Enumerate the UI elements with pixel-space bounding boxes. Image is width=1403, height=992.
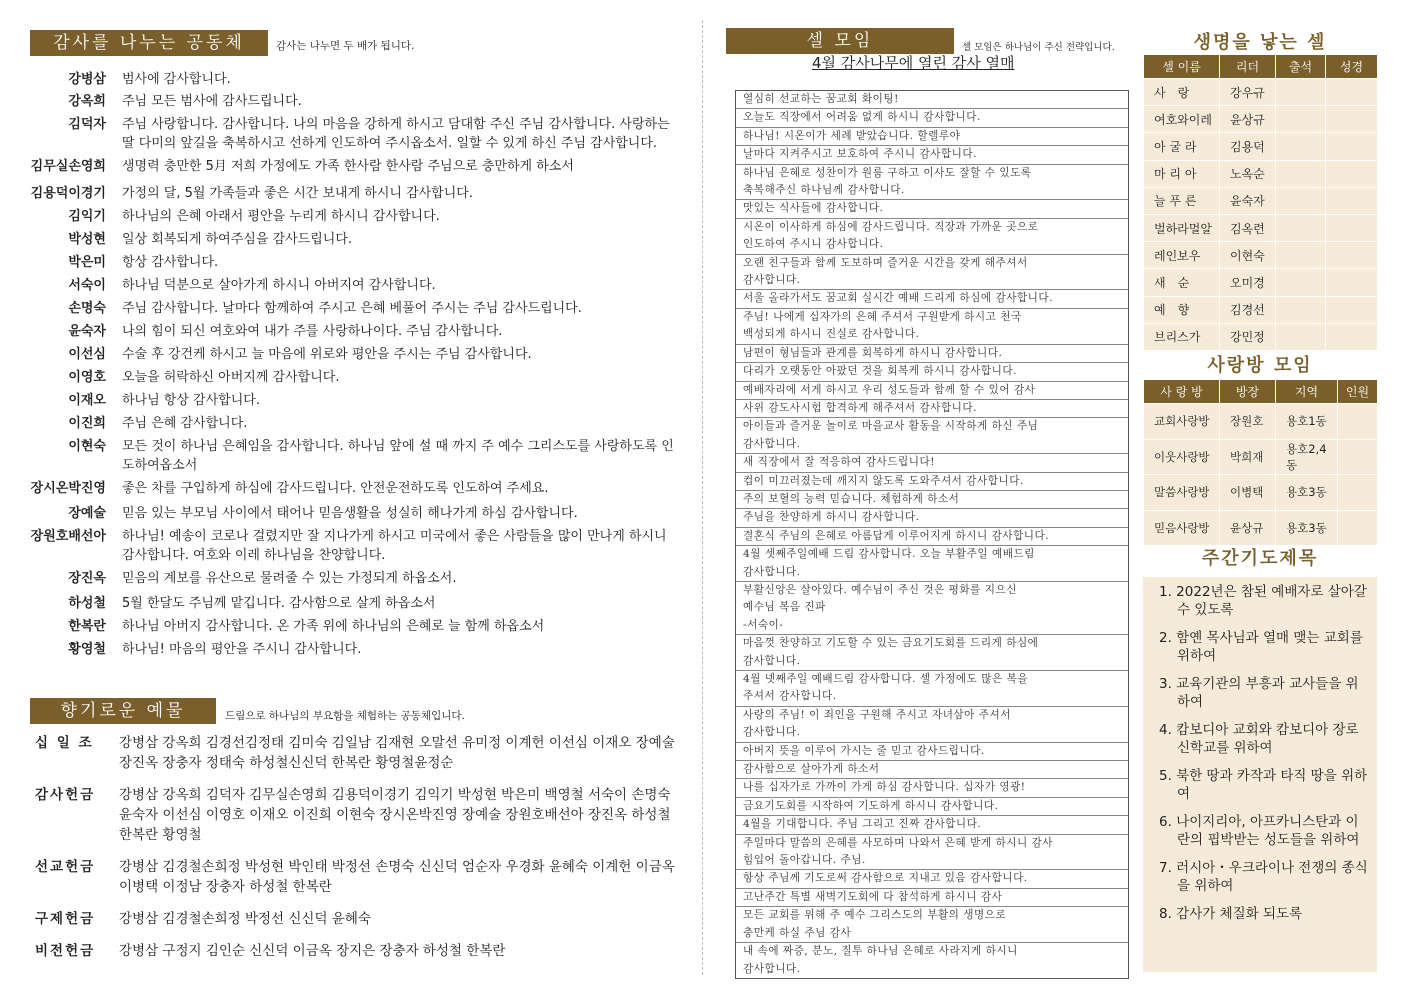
gratitude-row: 마음껏 찬양하고 기도할 수 있는 금요기도회를 드리게 하심에 감사합니다. xyxy=(736,635,1128,671)
thanks-name: 하성철 xyxy=(68,596,106,611)
cell-row xyxy=(1144,133,1378,160)
cell-name: 브리스가 xyxy=(1144,323,1220,350)
offering-row xyxy=(35,909,685,929)
cell-leader: 김경선 xyxy=(1220,296,1276,323)
offering-row xyxy=(35,941,685,961)
room-table-header: 방장 xyxy=(1220,380,1276,404)
cell-bible xyxy=(1326,296,1378,323)
cell-bible xyxy=(1326,160,1378,187)
prayer-item: 7. 러시아・우크라이나 전쟁의 종식을 위하여 xyxy=(1159,860,1368,894)
gratitude-row: 시온이 이사하게 하심에 감사드립니다. 직장과 가까운 곳으로 인도하여 주시니 감사합니다. xyxy=(736,219,1128,255)
gratitude-row: 새 직장에서 잘 적응하여 감사드립니다! xyxy=(736,454,1128,472)
cell-table-header: 출석 xyxy=(1276,55,1326,79)
gratitude-row: 예배자리에 서게 하시고 우리 성도들과 함께 할 수 있어 감사 xyxy=(736,382,1128,400)
cell-bible xyxy=(1326,214,1378,241)
gratitude-row: 주의 보혈의 능력 믿습니다. 체험하게 하소서 xyxy=(736,491,1128,509)
thanks-name: 이현숙 xyxy=(68,439,106,454)
cell-table-header: 셀 이름 xyxy=(1144,55,1220,79)
cell-table-header: 성경 xyxy=(1326,55,1378,79)
offering-names: 강병삼 강옥희 김경선김정태 김미숙 김일남 김재현 오말선 유미정 이계헌 이선심 이재오 장예술 장진옥 장충자 정태숙 하성철신신덕 한복란 황영철윤정순 xyxy=(119,735,675,771)
gratitude-row: 다리가 오랫동안 아팠던 것을 회복케 하시니 감사합니다. xyxy=(736,363,1128,381)
thanks-row xyxy=(30,617,680,636)
gratitude-row: 주님을 찬양하게 하시니 감사합니다. xyxy=(736,509,1128,527)
thanks-name: 강병삼 xyxy=(68,72,106,87)
offering-row xyxy=(35,733,685,773)
cell-row xyxy=(1144,214,1378,241)
thanks-text: 일상 회복되게 하여주심을 감사드립니다. xyxy=(122,232,353,247)
cell-section-title: 셀 모임 xyxy=(726,28,954,54)
thanks-section-title: 감사를 나누는 공동체 xyxy=(30,30,268,56)
prayer-item: 6. 나이지리아, 아프카니스탄과 이란의 핍박받는 성도들을 위하여 xyxy=(1159,814,1360,848)
thanks-row xyxy=(30,299,680,318)
thanks-row xyxy=(30,184,680,203)
room-list-title: 사랑방 모임 xyxy=(1207,355,1313,376)
offering-section-subtitle: 드림으로 하나님의 부요함을 체험하는 공동체입니다. xyxy=(225,710,465,722)
thanks-row xyxy=(30,569,680,588)
cell-bible xyxy=(1326,106,1378,133)
cell-list-table xyxy=(1143,54,1378,351)
gratitude-row: 나를 십자가로 가까이 가게 하심 감사합니다. 십자가 영광! xyxy=(736,779,1128,797)
prayer-item: 5. 북한 땅과 카작과 타직 땅을 위하여 xyxy=(1159,768,1368,802)
cell-leader: 김용덕 xyxy=(1220,133,1276,160)
cell-row xyxy=(1144,323,1378,350)
thanks-text: 하나님 항상 감사합니다. xyxy=(122,393,260,408)
thanks-row xyxy=(30,414,680,433)
cell-name: 예 향 xyxy=(1144,296,1220,323)
thanks-section-subtitle: 감사는 나누면 두 배가 됩니다. xyxy=(276,40,415,52)
room-list-table xyxy=(1143,379,1378,546)
thanks-text: 생명력 충만한 5月 저희 가정에도 가족 한사람 한사람 주님으로 충만하게 하소서 xyxy=(122,159,574,174)
room-row xyxy=(1144,439,1378,475)
cell-name: 늘 푸 른 xyxy=(1144,187,1220,214)
room-leader: 장원호 xyxy=(1220,404,1276,440)
thanks-name: 이영호 xyxy=(68,370,106,385)
cell-attendance xyxy=(1276,214,1326,241)
cell-attendance xyxy=(1276,242,1326,269)
cell-leader: 김옥련 xyxy=(1220,214,1276,241)
thanks-row xyxy=(30,368,680,387)
room-leader: 박희재 xyxy=(1220,439,1276,475)
cell-row xyxy=(1144,160,1378,187)
thanks-name: 김덕자 xyxy=(68,117,106,132)
thanks-name: 윤숙자 xyxy=(68,324,106,339)
offering-list xyxy=(35,733,685,973)
thanks-text: 하나님의 은혜 아래서 평안을 누리게 하시니 감사합니다. xyxy=(122,209,440,224)
cell-list-title: 생명을 낳는 셀 xyxy=(1193,32,1327,53)
room-name: 믿음사랑방 xyxy=(1144,510,1220,546)
gratitude-row: 항상 주님께 기도로써 감사함으로 지내고 있음 감사합니다. xyxy=(736,870,1128,888)
thanks-text: 범사에 감사합니다. xyxy=(122,72,231,87)
thanks-text: 5월 한달도 주님께 맡깁니다. 감사함으로 살게 하옵소서 xyxy=(122,596,436,611)
room-area: 용호2,4동 xyxy=(1276,439,1338,475)
thanks-list xyxy=(30,70,680,663)
cell-name: 마 리 아 xyxy=(1144,160,1220,187)
room-table-header: 인원 xyxy=(1338,380,1378,404)
cell-bible xyxy=(1326,269,1378,296)
cell-leader: 강민정 xyxy=(1220,323,1276,350)
gratitude-row: 4월 셋째주일예배 드림 감사합니다. 오늘 부활주일 예배드림 감사합니다. xyxy=(736,546,1128,582)
offering-label: 십 일 조 xyxy=(35,735,94,751)
cell-attendance xyxy=(1276,187,1326,214)
cell-row xyxy=(1144,79,1378,106)
thanks-row xyxy=(30,70,680,89)
gratitude-row: 사위 감도사시험 합격하게 해주셔서 감사합니다. xyxy=(736,400,1128,418)
cell-attendance xyxy=(1276,269,1326,296)
gratitude-row: 4월 넷째주일 예배드림 감사합니다. 셀 가정에도 많은 복을 주셔서 감사합니다. xyxy=(736,671,1128,707)
offering-row xyxy=(35,857,685,897)
thanks-text: 오늘을 허락하신 아버지께 감사합니다. xyxy=(122,370,340,385)
gratitude-row: 서울 올라가서도 꿈교회 실시간 예배 드리게 하심에 감사합니다. xyxy=(736,290,1128,308)
gratitude-table xyxy=(735,90,1129,979)
thanks-name: 김용덕이경기 xyxy=(30,186,106,201)
page-divider xyxy=(702,20,703,975)
thanks-text: 가정의 달, 5월 가족들과 좋은 시간 보내게 하시니 감사합니다. xyxy=(122,186,473,201)
cell-attendance xyxy=(1276,160,1326,187)
offering-names: 강병삼 김경철손희정 박정선 신신덕 윤혜숙 xyxy=(119,911,371,927)
room-count xyxy=(1338,475,1378,511)
gratitude-row: 주일마다 말씀의 은혜를 사모하며 나와서 은혜 받게 하시니 감사 힘입어 돌아갑니다. 주님. xyxy=(736,835,1128,871)
thanks-text: 수술 후 강건케 하시고 늘 마음에 위로와 평안을 주시는 주님 감사합니다. xyxy=(122,347,532,362)
gratitude-row: 컵이 미끄러졌는데 깨지지 않도록 도와주셔서 감사합니다. xyxy=(736,473,1128,491)
cell-bible xyxy=(1326,242,1378,269)
thanks-text: 주님 은혜 감사합니다. xyxy=(122,416,248,431)
thanks-text: 주님 사랑합니다. 감사합니다. 나의 마음을 강하게 하시고 담대함 주신 주님 감사합니다. 사랑하는 딸 다미의 앞길을 축복하시고 선하게 인도하여 주시옵소서. 일할 수 있게 하신 주님 감사합니다. xyxy=(122,117,670,151)
offering-section-title: 향기로운 예물 xyxy=(30,698,216,724)
cell-name: 새 순 xyxy=(1144,269,1220,296)
cell-leader: 이현숙 xyxy=(1220,242,1276,269)
gratitude-row: 사랑의 주님! 이 죄인을 구원해 주시고 자녀삼아 주셔서 감사합니다. xyxy=(736,707,1128,743)
cell-row xyxy=(1144,269,1378,296)
offering-names: 강병삼 구정지 김인순 신신덕 이금옥 장지은 장충자 하성철 한복란 xyxy=(119,943,506,959)
thanks-row xyxy=(30,345,680,364)
gratitude-row: 주님! 나에게 십자가의 은혜 주셔서 구원받게 하시고 천국 백성되게 하시니 진실로 감사합니다. xyxy=(736,309,1128,345)
cell-attendance xyxy=(1276,296,1326,323)
thanks-row xyxy=(30,253,680,272)
thanks-text: 하나님 아버지 감사합니다. 온 가족 위에 하나님의 은혜로 늘 함께 하옵소서 xyxy=(122,619,545,634)
thanks-name: 이진희 xyxy=(68,416,106,431)
gratitude-row: 모든 교회를 위해 주 예수 그리스도의 부활의 생명으로 충만케 하실 주님 감사 xyxy=(736,907,1128,943)
cell-row xyxy=(1144,296,1378,323)
thanks-text: 하나님! 예송이 코로나 걸렸지만 잘 지나가게 하시고 미국에서 좋은 사람들을 많이 만나게 하시니 감사합니다. 여호와 이레 하나님을 찬양합니다. xyxy=(122,529,667,563)
cell-leader: 강우규 xyxy=(1220,79,1276,106)
thanks-name: 이선심 xyxy=(68,347,106,362)
thanks-text: 믿음 있는 부모님 사이에서 태어나 믿음생활을 성실히 해나가게 하심 감사합니다. xyxy=(122,506,578,521)
thanks-row xyxy=(30,276,680,295)
cell-row xyxy=(1144,106,1378,133)
thanks-row xyxy=(30,322,680,341)
cell-attendance xyxy=(1276,79,1326,106)
offering-label: 감사헌금 xyxy=(35,787,96,803)
thanks-row xyxy=(30,230,680,249)
prayer-item: 1. 2022년은 참된 예배자로 살아갈 수 있도록 xyxy=(1159,584,1367,618)
cell-bible xyxy=(1326,187,1378,214)
cell-attendance xyxy=(1276,106,1326,133)
thanks-row xyxy=(30,92,680,111)
thanks-text: 믿음의 계보를 유산으로 물려줄 수 있는 가정되게 하옵소서. xyxy=(122,571,457,586)
thanks-row xyxy=(30,157,680,176)
offering-names: 강병삼 강옥희 김덕자 김무실손영희 김용덕이경기 김익기 박성현 박은미 백영철 서숙이 손명숙 윤숙자 이선심 이영호 이재오 이진희 이현숙 장시온박진영 장예술 장원호배선아 장진옥 하성철 한복란 황영철 xyxy=(119,787,671,843)
cell-table-header: 리더 xyxy=(1220,55,1276,79)
cell-row xyxy=(1144,242,1378,269)
cell-name: 사 랑 xyxy=(1144,79,1220,106)
gratitude-row: 맛있는 식사들에 감사합니다. xyxy=(736,200,1128,218)
cell-name: 레인보우 xyxy=(1144,242,1220,269)
thanks-name: 장예술 xyxy=(68,506,106,521)
gratitude-row: 내 속에 짜증, 분노, 질투 하나님 은혜로 사라지게 하시니 감사합니다. xyxy=(743,945,1018,975)
cell-name: 아 굴 라 xyxy=(1144,133,1220,160)
thanks-name: 장원호배선아 xyxy=(30,529,106,544)
thanks-text: 나의 힘이 되신 여호와여 내가 주를 사랑하나이다. 주님 감사합니다. xyxy=(122,324,503,339)
thanks-text: 항상 감사합니다. xyxy=(122,255,219,270)
thanks-text: 주님 모든 범사에 감사드립니다. xyxy=(122,94,302,109)
thanks-row xyxy=(30,640,680,659)
gratitude-row: 남편이 형님들과 관계를 회복하게 하시니 감사합니다. xyxy=(736,345,1128,363)
room-name: 이웃사랑방 xyxy=(1144,439,1220,475)
thanks-row xyxy=(30,504,680,523)
thanks-row xyxy=(30,594,680,613)
cell-leader: 윤숙자 xyxy=(1220,187,1276,214)
thanks-row xyxy=(30,479,680,498)
thanks-row xyxy=(30,527,680,565)
thanks-name: 서숙이 xyxy=(68,278,106,293)
cell-leader: 윤상규 xyxy=(1220,106,1276,133)
cell-leader: 오미경 xyxy=(1220,269,1276,296)
thanks-row xyxy=(30,391,680,410)
prayer-title: 주간기도제목 xyxy=(1201,548,1319,569)
thanks-text: 좋은 차를 구입하게 하심에 감사드립니다. 안전운전하도록 인도하여 주세요. xyxy=(122,481,549,496)
room-count xyxy=(1338,404,1378,440)
room-area: 용호3동 xyxy=(1276,510,1338,546)
cell-leader: 노옥순 xyxy=(1220,160,1276,187)
offering-label: 구제헌금 xyxy=(35,911,96,927)
gratitude-table-title: 4월 감사나무에 열린 감사 열매 xyxy=(812,54,1015,72)
thanks-name: 황영철 xyxy=(68,642,106,657)
thanks-name: 김무실손영희 xyxy=(30,159,106,174)
thanks-name: 박성현 xyxy=(68,232,106,247)
offering-names: 강병삼 김경철손희정 박성현 박인태 박정선 손명숙 신신덕 엄순자 우경화 윤혜숙 이계헌 이금옥 이병택 이정남 장충자 하성철 한복란 xyxy=(119,859,675,895)
thanks-row xyxy=(30,115,680,153)
room-row xyxy=(1144,404,1378,440)
thanks-name: 이재오 xyxy=(68,393,106,408)
gratitude-row: 오늘도 직장에서 어려움 없게 하시니 감사합니다. xyxy=(736,109,1128,127)
prayer-list xyxy=(1143,577,1377,972)
thanks-name: 장시온박진영 xyxy=(30,481,106,496)
gratitude-row: 열심히 선교하는 꿈교회 화이팅! xyxy=(736,91,1128,109)
thanks-text: 하나님 덕분으로 살아가게 하시니 아버지여 감사합니다. xyxy=(122,278,436,293)
thanks-text: 하나님! 마음의 평안을 주시니 감사합니다. xyxy=(122,642,362,657)
prayer-item: 8. 감사가 체질화 되도록 xyxy=(1159,906,1303,922)
prayer-item: 4. 캄보디아 교회와 캄보디아 장로신학교를 위하여 xyxy=(1159,722,1359,756)
prayer-item: 2. 함옌 목사님과 열매 맺는 교회를 위하여 xyxy=(1159,630,1363,664)
thanks-row xyxy=(30,437,680,475)
room-area: 용호1동 xyxy=(1276,404,1338,440)
gratitude-row: 아이들과 즐거운 놀이로 마을교사 활동을 시작하게 하신 주님 감사합니다. xyxy=(736,418,1128,454)
cell-attendance xyxy=(1276,133,1326,160)
room-name: 말씀사랑방 xyxy=(1144,475,1220,511)
gratitude-row: 고난주간 특별 새벽기도회에 다 참석하게 하시니 감사 xyxy=(736,889,1128,907)
room-row xyxy=(1144,510,1378,546)
gratitude-row: 아버지 뜻을 이루어 가시는 줄 믿고 감사드립니다. xyxy=(736,743,1128,761)
thanks-name: 한복란 xyxy=(68,619,106,634)
gratitude-row: 부활신앙은 살아있다. 예수님이 주신 것은 평화를 지으신 예수님 복음 진파 -서숙이- xyxy=(736,582,1128,635)
cell-bible xyxy=(1326,79,1378,106)
thanks-name: 김익기 xyxy=(68,209,106,224)
cell-name: 여호와이레 xyxy=(1144,106,1220,133)
room-count xyxy=(1338,510,1378,546)
offering-row xyxy=(35,785,685,845)
thanks-text: 주님 감사합니다. 날마다 함께하여 주시고 은혜 베풀어 주시는 주님 감사드립니다. xyxy=(122,301,582,316)
thanks-row xyxy=(30,207,680,226)
thanks-name: 장진옥 xyxy=(68,571,106,586)
room-table-header: 사 랑 방 xyxy=(1144,380,1220,404)
gratitude-row: 오랜 친구들과 함께 도보하며 즐거운 시간을 갖게 해주셔서 감사합니다. xyxy=(736,255,1128,291)
gratitude-row: 4월을 기대합니다. 주님 그리고 진짜 감사합니다. xyxy=(736,816,1128,834)
gratitude-row: 금요기도회를 시작하여 기도하게 하시니 감사합니다. xyxy=(736,798,1128,816)
cell-row xyxy=(1144,187,1378,214)
room-name: 교회사랑방 xyxy=(1144,404,1220,440)
gratitude-row: 결혼식 주님의 은혜로 아름답게 이루어지게 하시니 감사합니다. xyxy=(736,528,1128,546)
thanks-name: 박은미 xyxy=(68,255,106,270)
offering-label: 비전헌금 xyxy=(35,943,96,959)
room-row xyxy=(1144,475,1378,511)
thanks-text: 모든 것이 하나님 은혜임을 감사합니다. 하나님 앞에 설 때 까지 주 예수 그리스도를 사랑하도록 인도하여옵소서 xyxy=(122,439,674,473)
gratitude-row: 감사함으로 살아가게 하소서 xyxy=(736,761,1128,779)
room-leader: 윤상규 xyxy=(1220,510,1276,546)
offering-label: 선교헌금 xyxy=(35,859,96,875)
room-leader: 이병택 xyxy=(1220,475,1276,511)
room-area: 용호3동 xyxy=(1276,475,1338,511)
thanks-name: 손명숙 xyxy=(68,301,106,316)
room-count xyxy=(1338,439,1378,475)
cell-attendance xyxy=(1276,323,1326,350)
prayer-item: 3. 교육기관의 부흥과 교사들을 위하여 xyxy=(1159,676,1359,710)
gratitude-row: 하나님 은혜로 성찬이가 원룸 구하고 이사도 잘할 수 있도록 축복해주신 하나님께 감사합니다. xyxy=(736,165,1128,201)
room-table-header: 지역 xyxy=(1276,380,1338,404)
gratitude-row: 하나님! 시온이가 세례 받았습니다. 할렐루야 xyxy=(736,128,1128,146)
cell-bible xyxy=(1326,133,1378,160)
gratitude-row: 날마다 지켜주시고 보호하여 주시니 감사합니다. xyxy=(736,146,1128,164)
cell-section-subtitle: 셀 모임은 하나님이 주신 전략입니다. xyxy=(962,42,1115,53)
thanks-name: 강옥희 xyxy=(68,94,106,109)
cell-bible xyxy=(1326,323,1378,350)
cell-name: 벌하라멀알 xyxy=(1144,214,1220,241)
